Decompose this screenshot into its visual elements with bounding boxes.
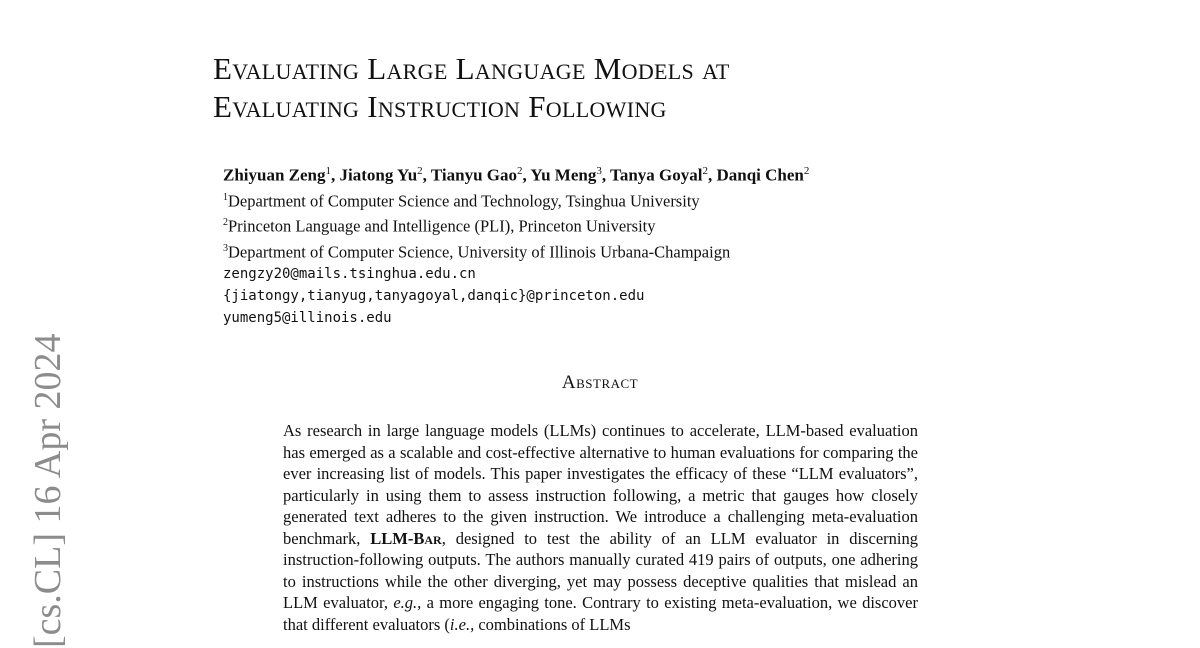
affiliation — [223, 212, 983, 238]
author-affiliation-mark: 1 — [325, 165, 332, 177]
affiliation — [223, 238, 983, 264]
author-name: Zhiyuan Zeng — [223, 165, 326, 185]
affiliation-text: Department of Computer Science and Technology, Tsinghua University — [228, 191, 700, 211]
benchmark-name-part-b: Bar — [413, 528, 442, 548]
author-name: Danqi Chen — [716, 165, 804, 185]
abstract-part: a more engaging tone. Contrary to existing meta-evaluation, we discover that different evaluators ( — [283, 593, 918, 634]
author-affiliation-mark: 2 — [803, 165, 810, 177]
affiliation-text: Department of Computer Science, University of Illinois Urbana-Champaign — [228, 242, 731, 262]
abstract-italic: i.e., — [449, 614, 475, 634]
benchmark-name-part-a: LLM — [370, 528, 408, 548]
author-affiliation-mark: 3 — [596, 165, 602, 177]
author-affiliation-mark: 2 — [702, 165, 708, 177]
author-affiliation-mark: 2 — [517, 165, 523, 177]
affiliation-text: Princeton Language and Intelligence (PLI), Princeton University — [228, 216, 656, 236]
arxiv-side-stamp: [cs.CL] 16 Apr 2024 — [27, 333, 69, 648]
paper-title — [213, 50, 1113, 126]
affiliation-number: 2 — [223, 217, 228, 229]
abstract-part: , designed to test the ability of an LLM evaluator in discerning instruction-following outputs. The authors manually curated 419 pairs of outputs, one adhering to instructions while the other diverging, yet may possess deceptive qualities that mislead an LLM evaluator, — [283, 528, 918, 612]
affiliation-number: 3 — [223, 242, 228, 254]
affiliation — [223, 187, 983, 213]
author-name: Tianyu Gao — [430, 165, 517, 185]
title-line-2: Evaluating Instruction Following — [213, 89, 667, 124]
author-email: yumeng5@illinois.edu — [223, 310, 392, 327]
abstract-part: As research in large language models (LLMs) continues to accelerate, LLM-based evaluation has emerged as a scalable and cost-effective alternative to human evaluations for comparing the ever increasing list of models. This paper investigates the efficacy of these “LLM evaluators”, particularly in using them to assess instruction following, a metric that gauges how closely generated text adheres to the given instruction. We introduce a challenging meta-evaluation benchmark, — [283, 421, 918, 548]
author-block — [223, 160, 983, 329]
abstract-part: combinations of LLMs — [474, 614, 631, 634]
title-line-1: Evaluating Large Language Models at — [213, 51, 730, 86]
abstract-italic: e.g., — [393, 593, 422, 612]
abstract-text — [283, 420, 918, 635]
author-affiliation-mark: 2 — [417, 165, 423, 177]
affiliation-number: 1 — [223, 191, 228, 203]
author-list: Zhiyuan Zeng$^1$, Jiatong Yu$^2$, Tianyu Gao$^2$, Yu Meng$^3$, Tanya Goyal$^2$, Danqi Chen$^2$ — [223, 165, 810, 185]
abstract-heading: Abstract — [561, 372, 639, 393]
author-email: zengzy20@mails.tsinghua.edu.cn — [223, 266, 476, 283]
author-name: Tanya Goyal — [610, 165, 703, 185]
author-name: Jiatong Yu — [339, 165, 418, 185]
benchmark-name: LLM-Bar — [370, 528, 442, 548]
author-name: Yu Meng — [530, 165, 597, 185]
author-email: {jiatongy,tianyug,tanyagoyal,danqic}@princeton.edu — [223, 288, 645, 305]
